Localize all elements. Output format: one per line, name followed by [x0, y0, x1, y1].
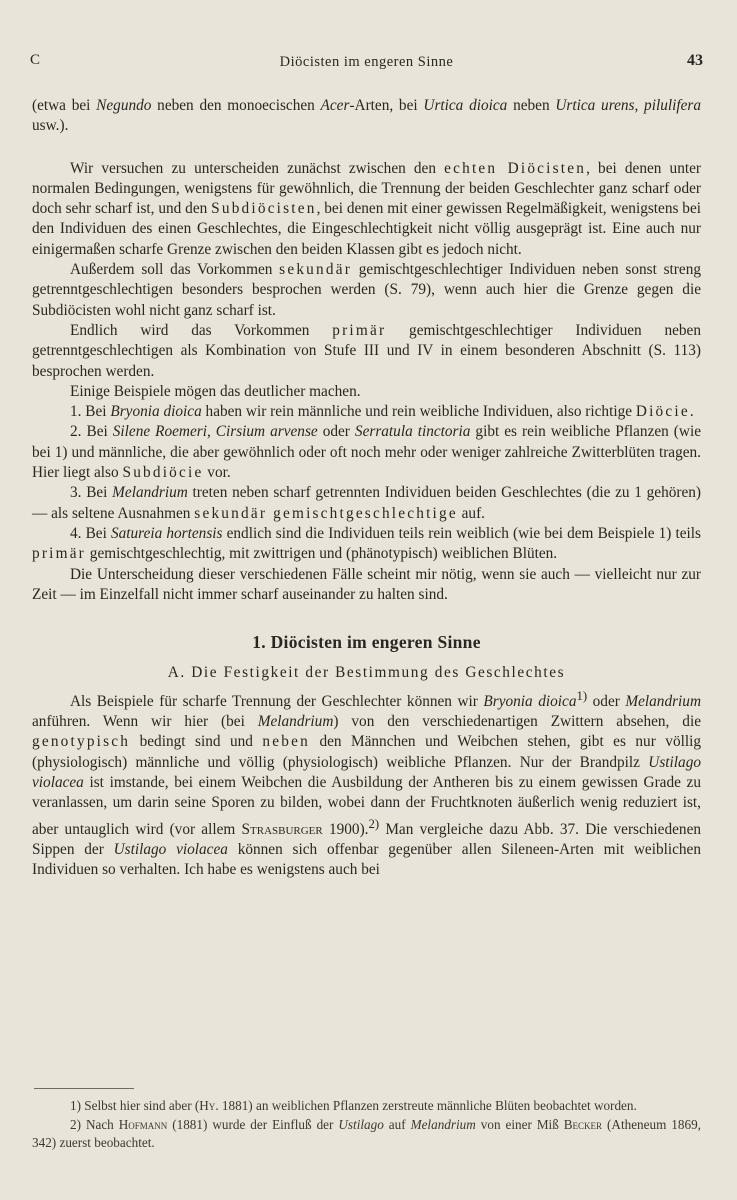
paragraph: Die Unterscheidung dieser verschiedenen Fälle scheint mir nötig, wenn sie auch — vielleicht nur zur Zeit — im Einzelfall nicht immer scharf auseinander zu halten sind. [32, 565, 701, 603]
footnote-ref[interactable]: 2) [368, 816, 380, 831]
paragraph: Endlich wird das Vorkommen primär gemischtgeschlechtiger Individuen neben getrenntgeschlechtigen als Kombination von Stufe III und IV in einem besonderen Abschnitt (S. 113) besprochen werden. [32, 321, 701, 380]
paragraph: Als Beispiele für scharfe Trennung der Geschlechter können wir Bryonia dioica$^{1)}$ oder Melandrium anführen. Wenn wir hier (bei Melandrium) von den verschiedenartigen Zwittern absehen, die genotypisch bedingt sind und neben den Männchen und Weibchen stehen, gibt es nur völlig (physiologisch) männliche und völlig (physiologisch) weibliche Pflanzen. Nur der Brandpilz Ustilago violacea ist imstande, bei einem Weibchen die Ausbildung der Antheren bis zu einem gewissen Grade zu veranlassen, um darin seine Sporen zu bilden, wobei dann der Fruchtknoten äußerlich wenig reduziert ist, aber untauglich wird (vor allem Strasburger 1900).$^{2)}$ Man vergleiche dazu Abb. 37. Die verschiedenen Sippen der Ustilago violacea können sich offenbar gegenüber allen Sileneen-Arten mit weiblichen Individuen so verhalten. Ich habe es wenigstens auch bei [32, 688, 702, 879]
page-header [30, 52, 703, 76]
signature-mark: C [30, 52, 41, 68]
paragraph: Wir versuchen zu unterscheiden zunächst zwischen den echten Diöcisten, bei denen unter normalen Bedingungen, wenigstens für gewöhnlich, die Trennung der beiden Geschlechter ganz scharf oder doch sehr scharf ist, und den Subdiöcisten, bei denen mit einer gewissen Regelmäßigkeit, wenigstens bei den Individuen des einen Geschlechtes, die Eingeschlechtigkeit nicht völlig ausgeprägt ist. Eine auch nur einigermaßen scharfe Grenze zwischen den beiden Klassen gibt es jedoch nicht. [32, 159, 701, 258]
page-number: 43 [687, 52, 703, 69]
subsection-heading: A. Die Festigkeit der Bestimmung des Geschlechtes [167, 664, 566, 682]
main-text [32, 96, 701, 881]
footnote-ref[interactable]: 1) [576, 688, 588, 703]
running-title: Diöcisten im engeren Sinne [279, 54, 454, 70]
section-heading: 1. Diöcisten im engeren Sinne [252, 632, 481, 653]
paragraph: Einige Beispiele mögen das deutlicher machen. [70, 382, 361, 400]
paragraph: Außerdem soll das Vorkommen sekundär gemischtgeschlechtiger Individuen neben sonst streng getrenntgeschlechtigen besonders besprochen werden (S. 79), wenn auch hier die Grenze gegen die Subdiöcisten wohl nicht ganz scharf ist. [32, 261, 701, 319]
footnotes [32, 1097, 701, 1153]
footnote-divider [34, 1088, 134, 1089]
example-item: 2. Bei Silene Roemeri, Cirsium arvense oder Serratula tinctoria gibt es rein weibliche Pflanzen (wie bei 1) und männliche, die aber gewöhnlich oder oft noch mehr oder weniger zahlreiche Zwitterblüten tragen. Hier liegt also Subdiöcie vor. [32, 423, 701, 482]
example-item: 1. Bei Bryonia dioica haben wir rein männliche und rein weibliche Individuen, also richtige Diöcie. [70, 403, 694, 421]
example-item: 3. Bei Melandrium treten neben scharf getrennten Individuen beiden Geschlechtes (die zu 1 gehören) — als seltene Ausnahmen sekundär gemischtgeschlechtige auf. [32, 484, 701, 522]
example-item: 4. Bei Satureia hortensis endlich sind die Individuen teils rein weiblich (wie bei dem Beispiele 1) teils primär gemischtgeschlechtig, mit zwittrigen und (phänotypisch) weiblichen Blüten. [32, 524, 701, 563]
paragraph-intro: (etwa bei Negundo neben den monoecischen Acer-Arten, bei Urtica dioica neben Urtica urens, pilulifera usw.). [32, 97, 701, 135]
footnote: 1) Selbst hier sind aber (Hy. 1881) an weiblichen Pflanzen zerstreute männliche Blüten beobachtet worden. [70, 1098, 637, 1113]
footnote: 2) Nach Hofmann (1881) wurde der Einfluß der Ustilago auf Melandrium von einer Miß Becker (Atheneum 1869, 342) zuerst beobachtet. [32, 1116, 701, 1150]
